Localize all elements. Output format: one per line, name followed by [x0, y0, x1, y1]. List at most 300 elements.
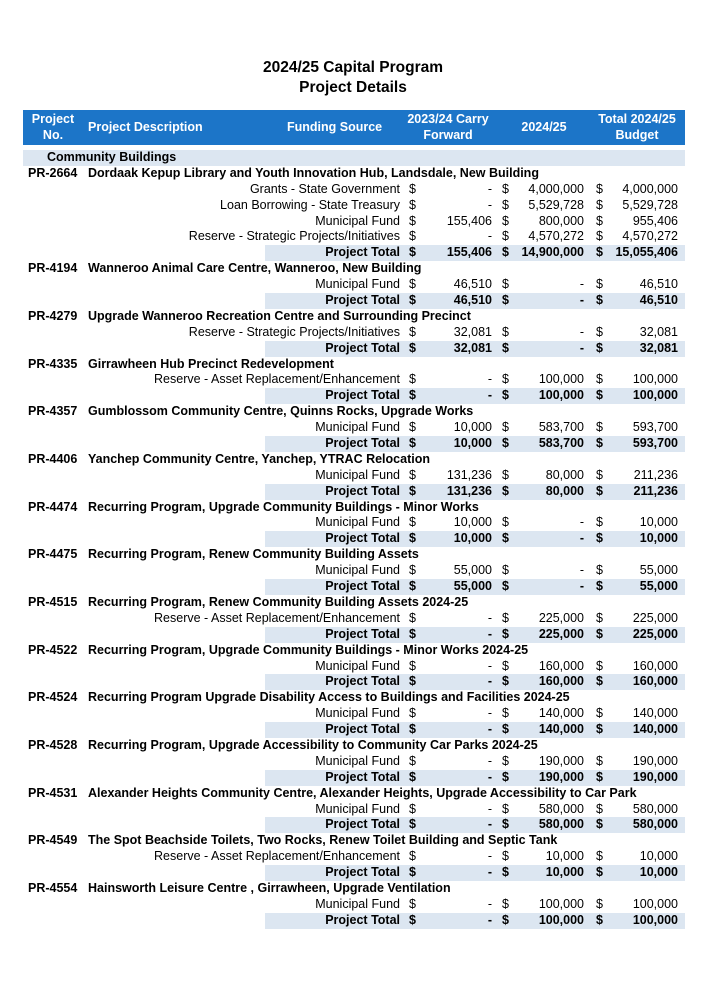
- project-number: PR-4406: [28, 451, 78, 466]
- year-value: 190,000: [538, 753, 584, 768]
- carry-forward-value: 10,000: [453, 436, 492, 451]
- currency-symbol: $: [596, 420, 603, 435]
- year-value: 580,000: [538, 817, 584, 832]
- currency-symbol: $: [502, 483, 509, 498]
- currency-symbol: $: [502, 467, 509, 482]
- currency-symbol: $: [409, 674, 416, 689]
- total-value: 211,236: [633, 483, 678, 498]
- currency-symbol: $: [596, 849, 603, 864]
- project-description: The Spot Beachside Toilets, Two Rocks, Renew Toilet Building and Septic Tank: [88, 833, 558, 848]
- currency-symbol: $: [409, 896, 416, 911]
- year-value: 4,570,272: [528, 229, 584, 244]
- project-number: PR-4554: [28, 880, 78, 895]
- category-row: [23, 150, 685, 166]
- currency-symbol: $: [502, 817, 509, 832]
- currency-symbol: $: [502, 181, 509, 196]
- project-total-label: Project Total: [325, 912, 400, 927]
- year-value: -: [579, 293, 584, 308]
- currency-symbol: $: [596, 610, 603, 625]
- total-value: 55,000: [639, 579, 678, 594]
- currency-symbol: $: [596, 324, 603, 339]
- project-total-label: Project Total: [325, 769, 400, 784]
- project-description: Alexander Heights Community Centre, Alexander Heights, Upgrade Accessibility to Car Park: [88, 785, 637, 800]
- funding-line-row: [23, 214, 685, 230]
- currency-symbol: $: [596, 896, 603, 911]
- project-total-label: Project Total: [325, 674, 400, 689]
- currency-symbol: $: [596, 293, 603, 308]
- funding-source: Municipal Fund: [315, 563, 400, 578]
- currency-symbol: $: [502, 245, 509, 260]
- total-value: 15,055,406: [615, 245, 678, 260]
- total-value: 955,406: [632, 213, 678, 228]
- funding-line-row: [23, 849, 685, 865]
- currency-symbol: $: [502, 515, 509, 530]
- project-number: PR-4531: [28, 785, 78, 800]
- project-number: PR-4549: [28, 833, 78, 848]
- carry-forward-value: 55,000: [453, 579, 492, 594]
- total-value: 100,000: [632, 896, 678, 911]
- currency-symbol: $: [409, 849, 416, 864]
- project-row: [23, 547, 685, 563]
- funding-source: Municipal Fund: [315, 706, 400, 721]
- year-value: 225,000: [538, 610, 584, 625]
- currency-symbol: $: [596, 340, 603, 355]
- year-value: -: [579, 563, 584, 578]
- total-value: 100,000: [632, 372, 678, 387]
- total-value: 140,000: [632, 706, 678, 721]
- funding-line-row: [23, 659, 685, 675]
- project-total-label: Project Total: [325, 722, 400, 737]
- currency-symbol: $: [502, 849, 509, 864]
- project-row: [23, 261, 685, 277]
- funding-source: Municipal Fund: [315, 213, 400, 228]
- carry-forward-value: -: [487, 753, 492, 768]
- currency-symbol: $: [409, 865, 416, 880]
- year-value: -: [579, 277, 584, 292]
- project-description: Dordaak Kepup Library and Youth Innovation Hub, Landsdale, New Building: [88, 165, 539, 180]
- currency-symbol: $: [409, 579, 416, 594]
- project-total-row: [23, 627, 685, 643]
- year-value: -: [579, 579, 584, 594]
- project-total-row: [23, 817, 685, 833]
- project-description: Wanneroo Animal Care Centre, Wanneroo, New Building: [88, 261, 422, 276]
- funding-line-row: [23, 372, 685, 388]
- currency-symbol: $: [502, 769, 509, 784]
- year-value: 10,000: [545, 865, 584, 880]
- project-total-label: Project Total: [325, 865, 400, 880]
- year-value: 583,700: [538, 420, 584, 435]
- total-value: 4,000,000: [622, 181, 678, 196]
- year-value: -: [579, 515, 584, 530]
- year-value: 100,000: [538, 388, 584, 403]
- project-number: PR-4524: [28, 690, 78, 705]
- title-line-1: 2024/25 Capital Program: [262, 59, 444, 76]
- header-carry-forward: 2023/24 Carry Forward: [407, 112, 489, 142]
- funding-source: Municipal Fund: [315, 658, 400, 673]
- total-value: 100,000: [632, 912, 678, 927]
- total-value: 140,000: [632, 722, 678, 737]
- project-total-row: [23, 388, 685, 404]
- carry-forward-value: -: [487, 801, 492, 816]
- funding-line-row: [23, 182, 685, 198]
- total-value: 225,000: [632, 626, 678, 641]
- currency-symbol: $: [596, 483, 603, 498]
- total-value: 593,700: [632, 436, 678, 451]
- currency-symbol: $: [409, 197, 416, 212]
- currency-symbol: $: [409, 706, 416, 721]
- currency-symbol: $: [502, 658, 509, 673]
- project-number: PR-4194: [28, 261, 78, 276]
- year-value: 100,000: [538, 372, 584, 387]
- currency-symbol: $: [502, 197, 509, 212]
- year-value: -: [579, 340, 584, 355]
- currency-symbol: $: [409, 658, 416, 673]
- year-value: -: [579, 324, 584, 339]
- currency-symbol: $: [502, 324, 509, 339]
- project-row: [23, 404, 685, 420]
- project-number: PR-4357: [28, 404, 78, 419]
- carry-forward-value: 32,081: [453, 340, 492, 355]
- currency-symbol: $: [409, 626, 416, 641]
- currency-symbol: $: [596, 181, 603, 196]
- carry-forward-value: -: [487, 817, 492, 832]
- currency-symbol: $: [409, 563, 416, 578]
- currency-symbol: $: [502, 674, 509, 689]
- currency-symbol: $: [502, 420, 509, 435]
- project-total-row: [23, 436, 685, 452]
- year-value: 5,529,728: [528, 197, 584, 212]
- carry-forward-value: 46,510: [453, 277, 492, 292]
- project-total-row: [23, 913, 685, 929]
- currency-symbol: $: [596, 801, 603, 816]
- currency-symbol: $: [596, 515, 603, 530]
- project-total-row: [23, 293, 685, 309]
- carry-forward-value: 10,000: [453, 531, 492, 546]
- total-value: 10,000: [639, 531, 678, 546]
- year-value: 100,000: [538, 912, 584, 927]
- currency-symbol: $: [596, 626, 603, 641]
- project-description: Recurring Program, Upgrade Community Buildings - Minor Works 2024-25: [88, 642, 529, 657]
- currency-symbol: $: [409, 769, 416, 784]
- project-description: Gumblossom Community Centre, Quinns Rocks, Upgrade Works: [88, 404, 474, 419]
- currency-symbol: $: [409, 515, 416, 530]
- funding-line-row: [23, 802, 685, 818]
- year-value: 10,000: [545, 849, 584, 864]
- total-value: 4,570,272: [622, 229, 678, 244]
- project-number: PR-4515: [28, 594, 78, 609]
- funding-source: Reserve - Asset Replacement/Enhancement: [154, 849, 400, 864]
- project-row: [23, 452, 685, 468]
- year-value: 160,000: [538, 674, 584, 689]
- year-value: 14,900,000: [521, 245, 584, 260]
- total-value: 225,000: [632, 610, 678, 625]
- total-value: 190,000: [632, 769, 678, 784]
- total-value: 211,236: [633, 467, 678, 482]
- currency-symbol: $: [502, 531, 509, 546]
- currency-symbol: $: [409, 340, 416, 355]
- currency-symbol: $: [596, 229, 603, 244]
- total-value: 32,081: [639, 324, 678, 339]
- currency-symbol: $: [596, 388, 603, 403]
- project-number: PR-4474: [28, 499, 78, 514]
- year-value: -: [579, 531, 584, 546]
- currency-symbol: $: [596, 277, 603, 292]
- funding-line-row: [23, 325, 685, 341]
- currency-symbol: $: [596, 912, 603, 927]
- currency-symbol: $: [502, 610, 509, 625]
- year-value: 140,000: [538, 722, 584, 737]
- project-row: [23, 690, 685, 706]
- project-row: [23, 786, 685, 802]
- carry-forward-value: -: [487, 674, 492, 689]
- currency-symbol: $: [409, 801, 416, 816]
- currency-symbol: $: [409, 245, 416, 260]
- currency-symbol: $: [409, 436, 416, 451]
- total-value: 5,529,728: [622, 197, 678, 212]
- project-description: Hainsworth Leisure Centre , Girrawheen, Upgrade Ventilation: [88, 880, 451, 895]
- currency-symbol: $: [409, 293, 416, 308]
- currency-symbol: $: [596, 769, 603, 784]
- currency-symbol: $: [502, 626, 509, 641]
- currency-symbol: $: [409, 420, 416, 435]
- project-total-row: [23, 722, 685, 738]
- project-total-label: Project Total: [325, 579, 400, 594]
- currency-symbol: $: [409, 277, 416, 292]
- currency-symbol: $: [596, 579, 603, 594]
- currency-symbol: $: [596, 658, 603, 673]
- total-value: 190,000: [632, 753, 678, 768]
- currency-symbol: $: [596, 753, 603, 768]
- year-value: 190,000: [538, 769, 584, 784]
- carry-forward-value: -: [487, 865, 492, 880]
- funding-source: Municipal Fund: [315, 277, 400, 292]
- carry-forward-value: -: [487, 372, 492, 387]
- carry-forward-value: 131,236: [446, 483, 492, 498]
- currency-symbol: $: [502, 277, 509, 292]
- project-total-label: Project Total: [325, 293, 400, 308]
- year-value: 580,000: [538, 801, 584, 816]
- currency-symbol: $: [409, 388, 416, 403]
- header-project-no: Project No.: [31, 112, 75, 142]
- year-value: 100,000: [538, 896, 584, 911]
- currency-symbol: $: [409, 467, 416, 482]
- project-row: [23, 309, 685, 325]
- project-table: [23, 150, 685, 929]
- carry-forward-value: -: [487, 722, 492, 737]
- currency-symbol: $: [409, 372, 416, 387]
- project-total-row: [23, 341, 685, 357]
- project-row: [23, 833, 685, 849]
- carry-forward-value: 10,000: [453, 515, 492, 530]
- currency-symbol: $: [409, 912, 416, 927]
- funding-line-row: [23, 198, 685, 214]
- currency-symbol: $: [502, 293, 509, 308]
- carry-forward-value: 10,000: [453, 420, 492, 435]
- total-value: 55,000: [639, 563, 678, 578]
- project-total-label: Project Total: [325, 626, 400, 641]
- project-total-label: Project Total: [325, 817, 400, 832]
- currency-symbol: $: [409, 483, 416, 498]
- currency-symbol: $: [596, 197, 603, 212]
- carry-forward-value: -: [487, 181, 492, 196]
- funding-source: Reserve - Asset Replacement/Enhancement: [154, 372, 400, 387]
- currency-symbol: $: [409, 610, 416, 625]
- project-row: [23, 738, 685, 754]
- funding-line-row: [23, 277, 685, 293]
- carry-forward-value: 32,081: [453, 324, 492, 339]
- currency-symbol: $: [502, 896, 509, 911]
- carry-forward-value: -: [487, 912, 492, 927]
- total-value: 46,510: [639, 293, 678, 308]
- project-row: [23, 595, 685, 611]
- currency-symbol: $: [409, 722, 416, 737]
- year-value: 4,000,000: [528, 181, 584, 196]
- category-label: Community Buildings: [47, 150, 177, 164]
- carry-forward-value: 155,406: [446, 245, 492, 260]
- carry-forward-value: -: [487, 769, 492, 784]
- carry-forward-value: -: [487, 849, 492, 864]
- project-total-label: Project Total: [325, 388, 400, 403]
- header-funding-source: Funding Source: [287, 120, 383, 134]
- project-number: PR-4522: [28, 642, 78, 657]
- project-total-label: Project Total: [325, 340, 400, 355]
- currency-symbol: $: [502, 801, 509, 816]
- project-description: Recurring Program Upgrade Disability Access to Buildings and Facilities 2024-25: [88, 690, 570, 705]
- funding-line-row: [23, 563, 685, 579]
- funding-line-row: [23, 229, 685, 245]
- project-total-label: Project Total: [325, 436, 400, 451]
- currency-symbol: $: [596, 674, 603, 689]
- project-number: PR-4528: [28, 737, 78, 752]
- currency-symbol: $: [502, 340, 509, 355]
- carry-forward-value: -: [487, 896, 492, 911]
- total-value: 46,510: [639, 277, 678, 292]
- year-value: 800,000: [538, 213, 584, 228]
- project-total-row: [23, 579, 685, 595]
- currency-symbol: $: [596, 245, 603, 260]
- funding-source: Loan Borrowing - State Treasury: [220, 197, 400, 212]
- funding-source: Municipal Fund: [315, 896, 400, 911]
- total-value: 10,000: [639, 515, 678, 530]
- total-value: 580,000: [632, 801, 678, 816]
- currency-symbol: $: [596, 213, 603, 228]
- funding-line-row: [23, 706, 685, 722]
- project-description: Recurring Program, Renew Community Building Assets: [88, 547, 419, 562]
- year-value: 80,000: [545, 483, 584, 498]
- project-row: [23, 643, 685, 659]
- currency-symbol: $: [409, 531, 416, 546]
- funding-source: Municipal Fund: [315, 801, 400, 816]
- currency-symbol: $: [596, 722, 603, 737]
- currency-symbol: $: [409, 324, 416, 339]
- carry-forward-value: -: [487, 706, 492, 721]
- funding-line-row: [23, 754, 685, 770]
- carry-forward-value: 131,236: [446, 467, 492, 482]
- carry-forward-value: -: [487, 388, 492, 403]
- currency-symbol: $: [502, 912, 509, 927]
- currency-symbol: $: [502, 229, 509, 244]
- project-row: [23, 357, 685, 373]
- currency-symbol: $: [502, 436, 509, 451]
- project-total-row: [23, 770, 685, 786]
- currency-symbol: $: [596, 865, 603, 880]
- funding-source: Grants - State Government: [249, 181, 400, 196]
- funding-source: Municipal Fund: [315, 515, 400, 530]
- carry-forward-value: 46,510: [453, 293, 492, 308]
- currency-symbol: $: [502, 722, 509, 737]
- currency-symbol: $: [502, 706, 509, 721]
- project-description: Recurring Program, Upgrade Community Buildings - Minor Works: [88, 499, 479, 514]
- year-value: 140,000: [538, 706, 584, 721]
- year-value: 80,000: [545, 467, 584, 482]
- project-total-label: Project Total: [325, 531, 400, 546]
- page-title: [0, 58, 706, 98]
- project-description: Yanchep Community Centre, Yanchep, YTRAC Relocation: [88, 451, 430, 466]
- funding-line-row: [23, 611, 685, 627]
- currency-symbol: $: [596, 817, 603, 832]
- year-value: 160,000: [538, 658, 584, 673]
- funding-source: Municipal Fund: [315, 467, 400, 482]
- currency-symbol: $: [409, 229, 416, 244]
- currency-symbol: $: [596, 436, 603, 451]
- funding-source: Municipal Fund: [315, 420, 400, 435]
- carry-forward-value: -: [487, 626, 492, 641]
- currency-symbol: $: [502, 865, 509, 880]
- funding-line-row: [23, 897, 685, 913]
- total-value: 160,000: [632, 658, 678, 673]
- project-total-row: [23, 245, 685, 261]
- currency-symbol: $: [409, 817, 416, 832]
- total-value: 160,000: [632, 674, 678, 689]
- table-header: [23, 110, 685, 145]
- total-value: 580,000: [632, 817, 678, 832]
- project-description: Upgrade Wanneroo Recreation Centre and Surrounding Precinct: [88, 308, 471, 323]
- currency-symbol: $: [596, 706, 603, 721]
- currency-symbol: $: [502, 753, 509, 768]
- funding-source: Reserve - Strategic Projects/Initiatives: [188, 229, 400, 244]
- title-line-2: Project Details: [299, 79, 407, 96]
- currency-symbol: $: [502, 579, 509, 594]
- project-row: [23, 500, 685, 516]
- carry-forward-value: -: [487, 229, 492, 244]
- total-value: 10,000: [639, 849, 678, 864]
- project-total-row: [23, 484, 685, 500]
- project-total-label: Project Total: [325, 483, 400, 498]
- carry-forward-value: -: [487, 658, 492, 673]
- project-total-row: [23, 674, 685, 690]
- project-total-label: Project Total: [325, 245, 400, 260]
- project-description: Girrawheen Hub Precinct Redevelopment: [88, 356, 334, 371]
- currency-symbol: $: [596, 372, 603, 387]
- funding-source: Municipal Fund: [315, 753, 400, 768]
- funding-source: Reserve - Strategic Projects/Initiatives: [188, 324, 400, 339]
- project-number: PR-4279: [28, 308, 78, 323]
- project-number: PR-2664: [28, 165, 78, 180]
- project-description: Recurring Program, Renew Community Building Assets 2024-25: [88, 594, 469, 609]
- funding-line-row: [23, 468, 685, 484]
- currency-symbol: $: [409, 753, 416, 768]
- currency-symbol: $: [502, 388, 509, 403]
- total-value: 100,000: [632, 388, 678, 403]
- project-row: [23, 166, 685, 182]
- total-value: 593,700: [632, 420, 678, 435]
- header-year: 2024/25: [521, 120, 567, 134]
- header-total: Total 2024/25 Budget: [598, 112, 676, 142]
- currency-symbol: $: [596, 563, 603, 578]
- year-value: 583,700: [538, 436, 584, 451]
- currency-symbol: $: [596, 467, 603, 482]
- currency-symbol: $: [502, 213, 509, 228]
